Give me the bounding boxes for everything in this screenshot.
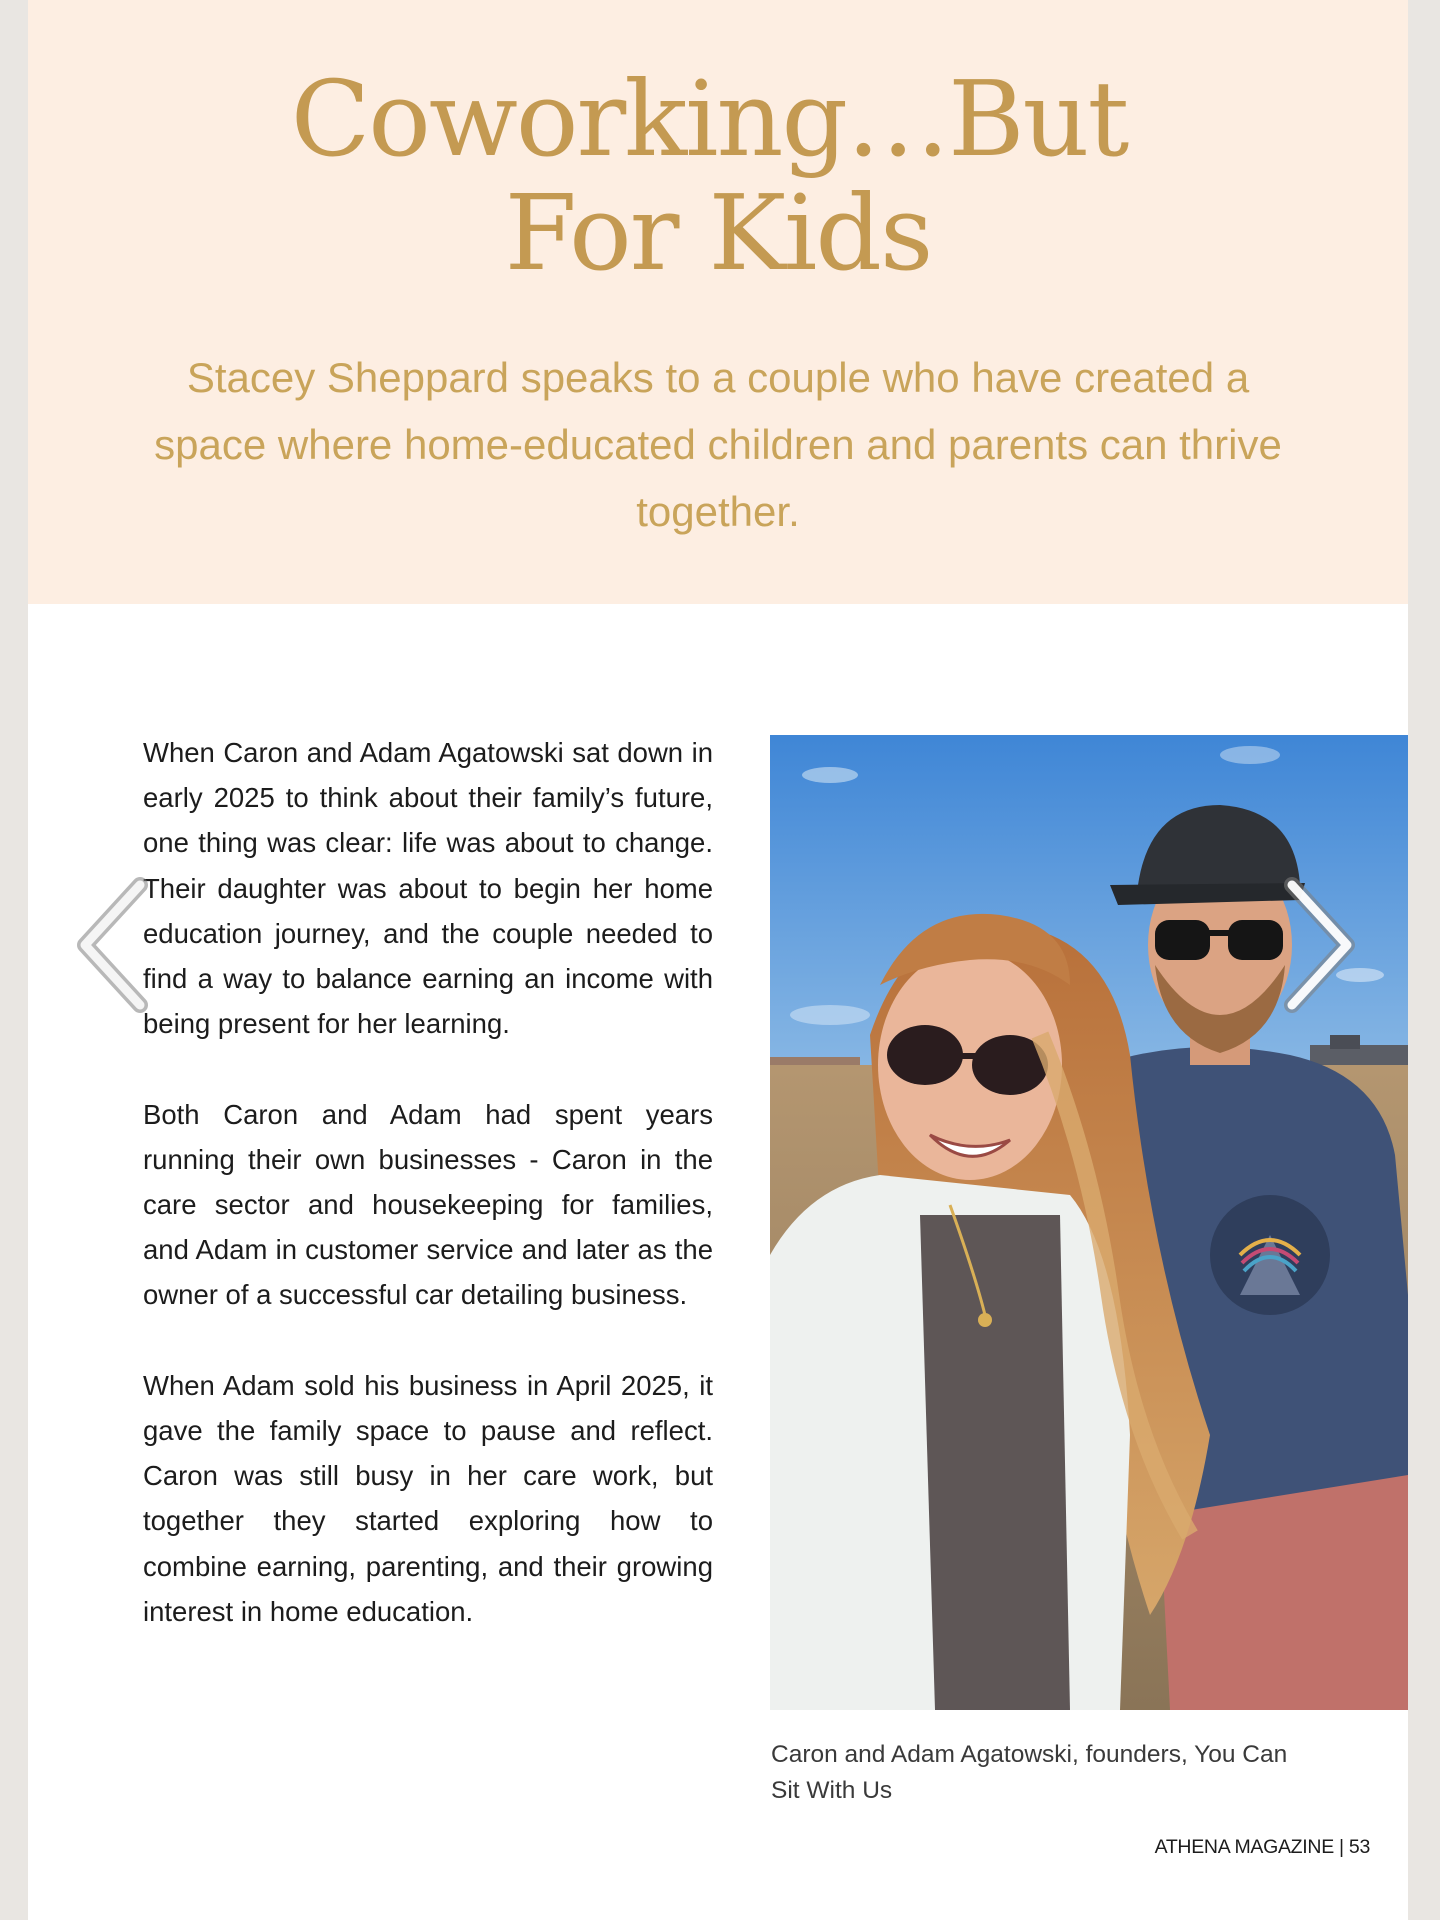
previous-page-button[interactable] bbox=[70, 870, 160, 1020]
magazine-page bbox=[28, 0, 1408, 1920]
article-standfirst: Stacey Sheppard speaks to a couple who have created a space where home-educated children and parents can thrive together. bbox=[154, 354, 1282, 535]
article-paragraph: Both Caron and Adam had spent years running their own businesses - Caron in the care sector and housekeeping for families, and Adam in customer service and later as the owner of a successful car detailing business. bbox=[143, 1098, 713, 1311]
article-body bbox=[143, 730, 713, 1679]
article-title-line-1: Coworking…But bbox=[290, 58, 1128, 180]
article-title-line-2: For Kids bbox=[504, 172, 932, 294]
article-paragraph: When Caron and Adam Agatowski sat down in early 2025 to think about their family’s future, one thing was clear: life was about to change. Their daughter was about to begin her home education journey, and the couple needed to find a way to balance earning an income with being present for her learning. bbox=[143, 737, 713, 1040]
next-page-button[interactable] bbox=[1272, 870, 1362, 1020]
photo-caption: Caron and Adam Agatowski, founders, You Can Sit With Us bbox=[771, 1741, 1288, 1804]
chevron-right-icon bbox=[1272, 870, 1362, 1020]
page-folio: ATHENA MAGAZINE | 53 bbox=[1154, 1836, 1370, 1858]
article-paragraph: When Adam sold his business in April 2025, it gave the family space to pause and reflect. Caron was still busy in her care work, but together they started exploring how to combine earning, parenting, and their growing interest in home education. bbox=[143, 1369, 713, 1627]
chevron-left-icon bbox=[70, 870, 160, 1020]
article-title bbox=[28, 58, 1408, 294]
article-header bbox=[28, 0, 1408, 604]
